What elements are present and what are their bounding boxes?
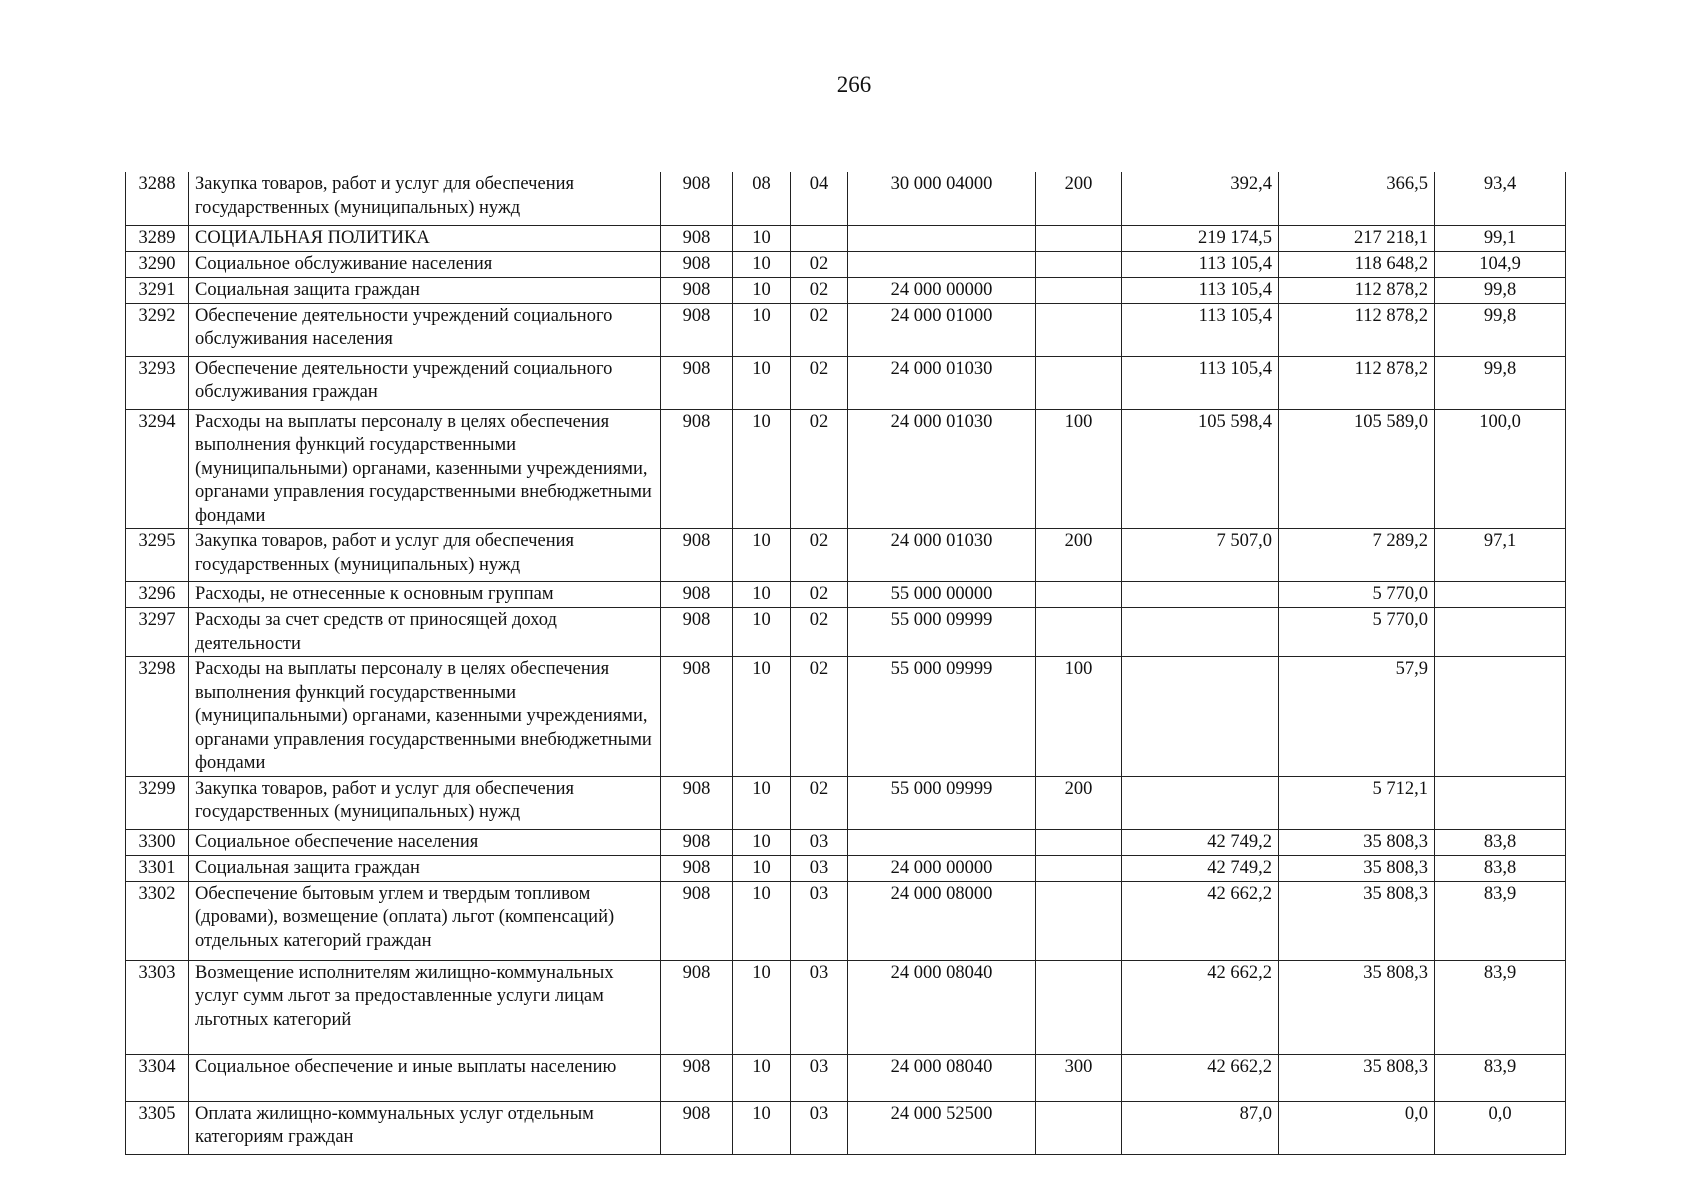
execution-percent-cell xyxy=(1435,657,1566,777)
item-name-cell: Обеспечение бытовым углем и твердым топливом (дровами), возмещение (оплата) льгот (компенсаций) отдельных категорий граждан xyxy=(189,881,661,960)
expense-type-code-cell xyxy=(1036,303,1122,356)
subsection-code-cell: 02 xyxy=(791,303,848,356)
expense-type-code-cell xyxy=(1036,881,1122,960)
item-name-cell: Социальная защита граждан xyxy=(189,277,661,303)
execution-percent-cell: 93,4 xyxy=(1435,172,1566,225)
subsection-code-cell: 02 xyxy=(791,608,848,657)
row-number-cell: 3304 xyxy=(126,1054,189,1101)
target-article-code-cell: 55 000 00000 xyxy=(848,582,1036,608)
row-number-cell: 3300 xyxy=(126,829,189,855)
subsection-code-cell: 02 xyxy=(791,657,848,777)
subsection-code-cell: 02 xyxy=(791,251,848,277)
department-code-cell: 908 xyxy=(661,657,733,777)
table-row xyxy=(126,608,1566,657)
actual-amount-cell: 5 770,0 xyxy=(1279,582,1435,608)
actual-amount-cell: 7 289,2 xyxy=(1279,529,1435,582)
actual-amount-cell: 5 770,0 xyxy=(1279,608,1435,657)
target-article-code-cell: 24 000 08000 xyxy=(848,881,1036,960)
planned-amount-cell: 105 598,4 xyxy=(1122,409,1279,529)
expense-type-code-cell xyxy=(1036,829,1122,855)
department-code-cell: 908 xyxy=(661,277,733,303)
expense-type-code-cell xyxy=(1036,225,1122,251)
department-code-cell: 908 xyxy=(661,172,733,225)
target-article-code-cell: 24 000 08040 xyxy=(848,1054,1036,1101)
planned-amount-cell: 42 662,2 xyxy=(1122,1054,1279,1101)
subsection-code-cell: 02 xyxy=(791,776,848,829)
target-article-code-cell: 55 000 09999 xyxy=(848,608,1036,657)
planned-amount-cell: 7 507,0 xyxy=(1122,529,1279,582)
execution-percent-cell: 99,8 xyxy=(1435,277,1566,303)
department-code-cell: 908 xyxy=(661,1054,733,1101)
table-row xyxy=(126,356,1566,409)
expense-type-code-cell xyxy=(1036,608,1122,657)
subsection-code-cell: 04 xyxy=(791,172,848,225)
actual-amount-cell: 112 878,2 xyxy=(1279,277,1435,303)
row-number-cell: 3305 xyxy=(126,1101,189,1154)
execution-percent-cell: 99,8 xyxy=(1435,303,1566,356)
table-row xyxy=(126,172,1566,225)
row-number-cell: 3292 xyxy=(126,303,189,356)
target-article-code-cell: 55 000 09999 xyxy=(848,657,1036,777)
department-code-cell: 908 xyxy=(661,776,733,829)
expense-type-code-cell xyxy=(1036,960,1122,1054)
planned-amount-cell xyxy=(1122,776,1279,829)
subsection-code-cell: 03 xyxy=(791,1054,848,1101)
expense-type-code-cell xyxy=(1036,356,1122,409)
planned-amount-cell: 87,0 xyxy=(1122,1101,1279,1154)
subsection-code-cell: 02 xyxy=(791,529,848,582)
execution-percent-cell: 83,9 xyxy=(1435,960,1566,1054)
expense-type-code-cell xyxy=(1036,582,1122,608)
section-code-cell: 10 xyxy=(733,881,791,960)
department-code-cell: 908 xyxy=(661,881,733,960)
subsection-code-cell: 03 xyxy=(791,1101,848,1154)
row-number-cell: 3293 xyxy=(126,356,189,409)
page-number: 266 xyxy=(836,72,872,97)
execution-percent-cell xyxy=(1435,582,1566,608)
target-article-code-cell xyxy=(848,225,1036,251)
expense-type-code-cell xyxy=(1036,251,1122,277)
execution-percent-cell xyxy=(1435,608,1566,657)
planned-amount-cell: 42 662,2 xyxy=(1122,881,1279,960)
execution-percent-cell: 99,1 xyxy=(1435,225,1566,251)
department-code-cell: 908 xyxy=(661,608,733,657)
planned-amount-cell xyxy=(1122,582,1279,608)
department-code-cell: 908 xyxy=(661,960,733,1054)
section-code-cell: 10 xyxy=(733,251,791,277)
row-number-cell: 3289 xyxy=(126,225,189,251)
department-code-cell: 908 xyxy=(661,529,733,582)
section-code-cell: 10 xyxy=(733,776,791,829)
row-number-cell: 3301 xyxy=(126,855,189,881)
expense-type-code-cell: 200 xyxy=(1036,172,1122,225)
table-row xyxy=(126,776,1566,829)
actual-amount-cell: 118 648,2 xyxy=(1279,251,1435,277)
expense-type-code-cell: 100 xyxy=(1036,657,1122,777)
actual-amount-cell: 35 808,3 xyxy=(1279,960,1435,1054)
actual-amount-cell: 0,0 xyxy=(1279,1101,1435,1154)
table-row xyxy=(126,1101,1566,1154)
department-code-cell: 908 xyxy=(661,1101,733,1154)
section-code-cell: 10 xyxy=(733,582,791,608)
subsection-code-cell: 03 xyxy=(791,855,848,881)
row-number-cell: 3291 xyxy=(126,277,189,303)
table-row xyxy=(126,855,1566,881)
row-number-cell: 3303 xyxy=(126,960,189,1054)
target-article-code-cell: 24 000 08040 xyxy=(848,960,1036,1054)
row-number-cell: 3295 xyxy=(126,529,189,582)
actual-amount-cell: 57,9 xyxy=(1279,657,1435,777)
table-row xyxy=(126,529,1566,582)
target-article-code-cell xyxy=(848,251,1036,277)
target-article-code-cell: 24 000 01000 xyxy=(848,303,1036,356)
expense-type-code-cell: 200 xyxy=(1036,776,1122,829)
actual-amount-cell: 105 589,0 xyxy=(1279,409,1435,529)
item-name-cell: Социальное обеспечение и иные выплаты населению xyxy=(189,1054,661,1101)
expense-type-code-cell: 100 xyxy=(1036,409,1122,529)
execution-percent-cell: 99,8 xyxy=(1435,356,1566,409)
target-article-code-cell: 30 000 04000 xyxy=(848,172,1036,225)
item-name-cell: Расходы на выплаты персоналу в целях обеспечения выполнения функций государственными (муниципальными) органами, казенными учреждениями, органами управления государственными внебюджетными фондами xyxy=(189,409,661,529)
execution-percent-cell: 104,9 xyxy=(1435,251,1566,277)
planned-amount-cell: 42 749,2 xyxy=(1122,829,1279,855)
subsection-code-cell: 02 xyxy=(791,277,848,303)
subsection-code-cell: 02 xyxy=(791,409,848,529)
section-code-cell: 10 xyxy=(733,1101,791,1154)
target-article-code-cell: 24 000 01030 xyxy=(848,529,1036,582)
row-number-cell: 3290 xyxy=(126,251,189,277)
item-name-cell: Расходы за счет средств от приносящей доход деятельности xyxy=(189,608,661,657)
item-name-cell: Расходы на выплаты персоналу в целях обеспечения выполнения функций государственными (муниципальными) органами, казенными учреждениями, органами управления государственными внебюджетными фондами xyxy=(189,657,661,777)
actual-amount-cell: 35 808,3 xyxy=(1279,881,1435,960)
table-row xyxy=(126,225,1566,251)
section-code-cell: 10 xyxy=(733,225,791,251)
item-name-cell: Закупка товаров, работ и услуг для обеспечения государственных (муниципальных) нужд xyxy=(189,529,661,582)
budget-table xyxy=(125,172,1566,1155)
target-article-code-cell: 24 000 00000 xyxy=(848,277,1036,303)
row-number-cell: 3298 xyxy=(126,657,189,777)
actual-amount-cell: 112 878,2 xyxy=(1279,303,1435,356)
table-row xyxy=(126,1054,1566,1101)
row-number-cell: 3299 xyxy=(126,776,189,829)
item-name-cell: Социальная защита граждан xyxy=(189,855,661,881)
target-article-code-cell: 24 000 01030 xyxy=(848,356,1036,409)
actual-amount-cell: 366,5 xyxy=(1279,172,1435,225)
execution-percent-cell: 97,1 xyxy=(1435,529,1566,582)
execution-percent-cell: 83,8 xyxy=(1435,829,1566,855)
section-code-cell: 10 xyxy=(733,608,791,657)
actual-amount-cell: 5 712,1 xyxy=(1279,776,1435,829)
item-name-cell: СОЦИАЛЬНАЯ ПОЛИТИКА xyxy=(189,225,661,251)
execution-percent-cell: 0,0 xyxy=(1435,1101,1566,1154)
expense-type-code-cell: 200 xyxy=(1036,529,1122,582)
item-name-cell: Оплата жилищно-коммунальных услуг отдельным категориям граждан xyxy=(189,1101,661,1154)
department-code-cell: 908 xyxy=(661,356,733,409)
department-code-cell: 908 xyxy=(661,582,733,608)
planned-amount-cell: 113 105,4 xyxy=(1122,251,1279,277)
table-row xyxy=(126,409,1566,529)
table-row xyxy=(126,582,1566,608)
item-name-cell: Закупка товаров, работ и услуг для обеспечения государственных (муниципальных) нужд xyxy=(189,172,661,225)
execution-percent-cell: 83,8 xyxy=(1435,855,1566,881)
department-code-cell: 908 xyxy=(661,251,733,277)
row-number-cell: 3297 xyxy=(126,608,189,657)
row-number-cell: 3296 xyxy=(126,582,189,608)
department-code-cell: 908 xyxy=(661,855,733,881)
execution-percent-cell: 83,9 xyxy=(1435,1054,1566,1101)
department-code-cell: 908 xyxy=(661,409,733,529)
table-row xyxy=(126,277,1566,303)
table-row xyxy=(126,251,1566,277)
planned-amount-cell: 42 662,2 xyxy=(1122,960,1279,1054)
section-code-cell: 10 xyxy=(733,277,791,303)
actual-amount-cell: 35 808,3 xyxy=(1279,1054,1435,1101)
item-name-cell: Обеспечение деятельности учреждений социального обслуживания населения xyxy=(189,303,661,356)
planned-amount-cell: 113 105,4 xyxy=(1122,303,1279,356)
planned-amount-cell xyxy=(1122,657,1279,777)
table-row xyxy=(126,303,1566,356)
item-name-cell: Закупка товаров, работ и услуг для обеспечения государственных (муниципальных) нужд xyxy=(189,776,661,829)
target-article-code-cell: 24 000 01030 xyxy=(848,409,1036,529)
table-row xyxy=(126,881,1566,960)
item-name-cell: Возмещение исполнителям жилищно-коммунальных услуг сумм льгот за предоставленные услуги лицам льготных категорий xyxy=(189,960,661,1054)
target-article-code-cell: 55 000 09999 xyxy=(848,776,1036,829)
subsection-code-cell xyxy=(791,225,848,251)
subsection-code-cell: 03 xyxy=(791,881,848,960)
subsection-code-cell: 03 xyxy=(791,829,848,855)
execution-percent-cell xyxy=(1435,776,1566,829)
section-code-cell: 10 xyxy=(733,829,791,855)
item-name-cell: Социальное обслуживание населения xyxy=(189,251,661,277)
planned-amount-cell: 113 105,4 xyxy=(1122,277,1279,303)
item-name-cell: Социальное обеспечение населения xyxy=(189,829,661,855)
section-code-cell: 10 xyxy=(733,409,791,529)
planned-amount-cell: 219 174,5 xyxy=(1122,225,1279,251)
section-code-cell: 10 xyxy=(733,529,791,582)
planned-amount-cell: 42 749,2 xyxy=(1122,855,1279,881)
target-article-code-cell xyxy=(848,829,1036,855)
expense-type-code-cell xyxy=(1036,277,1122,303)
planned-amount-cell: 392,4 xyxy=(1122,172,1279,225)
section-code-cell: 10 xyxy=(733,303,791,356)
section-code-cell: 10 xyxy=(733,657,791,777)
section-code-cell: 10 xyxy=(733,855,791,881)
table-row xyxy=(126,960,1566,1054)
row-number-cell: 3302 xyxy=(126,881,189,960)
expense-type-code-cell xyxy=(1036,1101,1122,1154)
department-code-cell: 908 xyxy=(661,303,733,356)
department-code-cell: 908 xyxy=(661,829,733,855)
target-article-code-cell: 24 000 00000 xyxy=(848,855,1036,881)
row-number-cell: 3294 xyxy=(126,409,189,529)
actual-amount-cell: 35 808,3 xyxy=(1279,855,1435,881)
actual-amount-cell: 217 218,1 xyxy=(1279,225,1435,251)
execution-percent-cell: 100,0 xyxy=(1435,409,1566,529)
table-body xyxy=(126,172,1566,1154)
section-code-cell: 10 xyxy=(733,1054,791,1101)
expense-type-code-cell xyxy=(1036,855,1122,881)
subsection-code-cell: 03 xyxy=(791,960,848,1054)
item-name-cell: Расходы, не отнесенные к основным группам xyxy=(189,582,661,608)
actual-amount-cell: 35 808,3 xyxy=(1279,829,1435,855)
section-code-cell: 10 xyxy=(733,960,791,1054)
table-row xyxy=(126,829,1566,855)
expense-type-code-cell: 300 xyxy=(1036,1054,1122,1101)
table-row xyxy=(126,657,1566,777)
target-article-code-cell: 24 000 52500 xyxy=(848,1101,1036,1154)
planned-amount-cell: 113 105,4 xyxy=(1122,356,1279,409)
execution-percent-cell: 83,9 xyxy=(1435,881,1566,960)
item-name-cell: Обеспечение деятельности учреждений социального обслуживания граждан xyxy=(189,356,661,409)
section-code-cell: 08 xyxy=(733,172,791,225)
section-code-cell: 10 xyxy=(733,356,791,409)
department-code-cell: 908 xyxy=(661,225,733,251)
actual-amount-cell: 112 878,2 xyxy=(1279,356,1435,409)
subsection-code-cell: 02 xyxy=(791,582,848,608)
row-number-cell: 3288 xyxy=(126,172,189,225)
subsection-code-cell: 02 xyxy=(791,356,848,409)
planned-amount-cell xyxy=(1122,608,1279,657)
